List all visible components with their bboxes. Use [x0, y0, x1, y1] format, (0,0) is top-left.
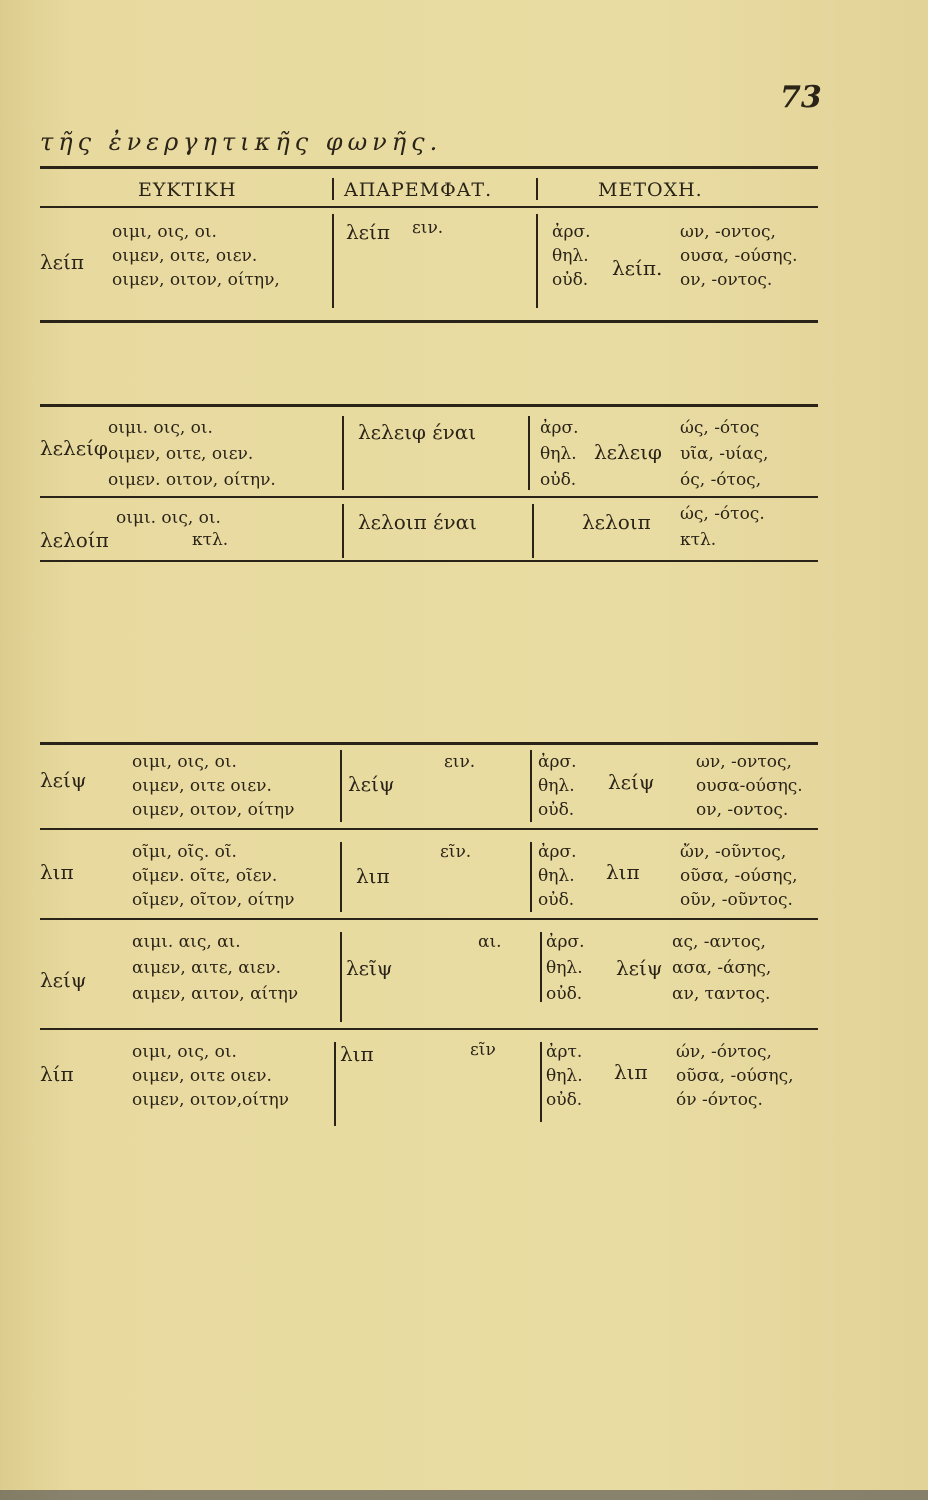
- participle-ending: ουσα-ούσης.: [696, 776, 803, 796]
- participle-stem: λείψ: [608, 770, 655, 794]
- gender-feminine: θηλ.: [552, 246, 589, 266]
- block-rule: [40, 404, 818, 407]
- participle-ending: αν, ταντος.: [672, 984, 771, 1004]
- optative-row: οιμεν, οιτον, οίτην: [132, 800, 295, 820]
- participle-stem: λιπ: [606, 860, 640, 884]
- column-divider: [332, 214, 334, 308]
- column-header-participle: ΜΕΤΟΧΗ.: [598, 179, 703, 201]
- participle-stem: λείψ: [616, 956, 663, 980]
- column-divider: [340, 842, 342, 912]
- infinitive: λελειφ έναι: [358, 420, 477, 444]
- column-divider: [340, 932, 342, 1022]
- gender-feminine: θηλ.: [538, 866, 575, 886]
- column-header-infinitive: ΑΠΑΡΕΜΦΑΤ.: [344, 179, 493, 201]
- column-divider: [540, 1042, 542, 1122]
- stem: λείψ: [40, 768, 87, 792]
- gender-feminine: θηλ.: [540, 444, 577, 464]
- gender-neuter: οὐδ.: [546, 1090, 583, 1110]
- participle-ending: ουσα, -ούσης.: [680, 246, 798, 266]
- participle-ending: ασα, -άσης,: [672, 958, 772, 978]
- participle-ending: ων, -οντος,: [680, 222, 776, 242]
- infinitive-stem: λεῖψ: [346, 956, 393, 980]
- gender-neuter: οὐδ.: [552, 270, 589, 290]
- participle-ending: κτλ.: [680, 530, 717, 550]
- participle-ending: ας, -αντος,: [672, 932, 766, 952]
- gender-masculine: ἀρτ.: [546, 1042, 583, 1062]
- optative-row: αιμεν, αιτε, αιεν.: [132, 958, 281, 978]
- column-divider: [536, 214, 538, 308]
- infinitive-stem: λείπ: [346, 220, 391, 244]
- optative-row: οιμι. οις, οι.: [108, 418, 213, 438]
- page-number: 73: [780, 80, 822, 115]
- participle-ending: ων, -οντος,: [696, 752, 792, 772]
- stem: λείπ: [40, 250, 85, 274]
- block-rule: [40, 320, 818, 323]
- gender-masculine: ἀρσ.: [552, 222, 591, 242]
- infinitive-stem: λείψ: [348, 772, 395, 796]
- participle-ending: οῦσα, -ούσης,: [676, 1066, 794, 1086]
- participle-stem: λελοιπ: [582, 510, 651, 534]
- gender-feminine: θηλ.: [538, 776, 575, 796]
- header-bottom-rule: [40, 206, 818, 208]
- infinitive: λελοιπ έναι: [358, 510, 477, 534]
- block-rule: [40, 828, 818, 830]
- optative-row: οιμι, οις, οι.: [132, 1042, 237, 1062]
- optative-row: οῖμεν, οῖτον, οίτην: [132, 890, 295, 910]
- infinitive-ending: εῖν.: [440, 842, 472, 862]
- participle-ending: οῦσα, -ούσης,: [680, 866, 798, 886]
- gender-masculine: ἀρσ.: [538, 752, 577, 772]
- stem: λιπ: [40, 860, 74, 884]
- infinitive-ending: ειν.: [412, 218, 444, 238]
- optative-row: κτλ.: [192, 530, 229, 550]
- participle-ending: ον, -οντος.: [680, 270, 773, 290]
- column-divider: [528, 416, 530, 490]
- participle-ending: οῦν, -οῦντος.: [680, 890, 793, 910]
- optative-row: οῖμεν. οῖτε, οῖεν.: [132, 866, 278, 886]
- column-divider: [342, 504, 344, 558]
- optative-row: οιμι. οις, οι.: [116, 508, 221, 528]
- header-divider: [536, 178, 538, 200]
- participle-stem: λελειφ: [594, 440, 662, 464]
- optative-row: οιμεν. οιτον, οίτην.: [108, 470, 276, 490]
- optative-row: οιμεν, οιτε οιεν.: [132, 1066, 272, 1086]
- stem: λείψ: [40, 968, 87, 992]
- gender-masculine: ἀρσ.: [538, 842, 577, 862]
- header-divider: [332, 178, 334, 200]
- block-rule: [40, 1028, 818, 1030]
- block-rule: [40, 742, 818, 745]
- participle-ending: ώς, -ότος: [680, 418, 760, 438]
- stem: λελείφ: [40, 436, 108, 460]
- infinitive-stem: λιπ: [340, 1042, 374, 1066]
- optative-row: οιμεν, οιτε, οιεν.: [108, 444, 254, 464]
- gender-masculine: ἀρσ.: [540, 418, 579, 438]
- optative-row: οιμεν, οιτον,οίτην: [132, 1090, 290, 1110]
- gender-neuter: οὐδ.: [540, 470, 577, 490]
- gender-neuter: οὐδ.: [538, 800, 575, 820]
- participle-ending: όν -όντος.: [676, 1090, 763, 1110]
- column-divider: [530, 842, 532, 912]
- column-divider: [540, 932, 542, 1002]
- block-rule: [40, 560, 818, 562]
- gender-masculine: ἀρσ.: [546, 932, 585, 952]
- column-divider: [530, 750, 532, 822]
- participle-ending: ον, -οντος.: [696, 800, 789, 820]
- gender-feminine: θηλ.: [546, 958, 583, 978]
- column-divider: [334, 1042, 336, 1126]
- infinitive-ending: ειν.: [444, 752, 476, 772]
- header-top-rule: [40, 166, 818, 169]
- scan-edge: [0, 1490, 928, 1500]
- gender-neuter: οὐδ.: [546, 984, 583, 1004]
- infinitive-ending: εῖν: [470, 1040, 496, 1060]
- optative-row: οιμι, οις, οι.: [112, 222, 217, 242]
- optative-row: οιμεν, οιτε, οιεν.: [112, 246, 258, 266]
- participle-ending: ός, -ότος,: [680, 470, 762, 490]
- participle-ending: υῖα, -υίας,: [680, 444, 769, 464]
- participle-ending: ών, -όντος,: [676, 1042, 772, 1062]
- optative-row: οιμεν, οιτον, οίτην,: [112, 270, 280, 290]
- column-divider: [532, 504, 534, 558]
- stem: λίπ: [40, 1062, 74, 1086]
- column-header-optative: ΕΥΚΤΙΚΗ: [138, 179, 237, 201]
- infinitive-ending: αι.: [478, 932, 502, 952]
- optative-row: αιμι. αις, αι.: [132, 932, 241, 952]
- column-divider: [342, 416, 344, 490]
- block-rule: [40, 918, 818, 920]
- page-heading: τῆς ἐνεργητικῆς φωνῆς.: [40, 128, 443, 156]
- optative-row: οῖμι, οῖς. οῖ.: [132, 842, 237, 862]
- participle-ending: ώς, -ότος.: [680, 504, 765, 524]
- stem: λελοίπ: [40, 528, 109, 552]
- participle-stem: λείπ.: [612, 256, 663, 280]
- infinitive-stem: λιπ: [356, 864, 390, 888]
- gender-neuter: οὐδ.: [538, 890, 575, 910]
- participle-ending: ὤν, -οῦντος,: [680, 842, 787, 862]
- gender-feminine: θηλ.: [546, 1066, 583, 1086]
- optative-row: οιμι, οις, οι.: [132, 752, 237, 772]
- column-divider: [340, 750, 342, 822]
- participle-stem: λιπ: [614, 1060, 648, 1084]
- optative-row: αιμεν, αιτον, αίτην: [132, 984, 299, 1004]
- block-rule: [40, 496, 818, 498]
- optative-row: οιμεν, οιτε οιεν.: [132, 776, 272, 796]
